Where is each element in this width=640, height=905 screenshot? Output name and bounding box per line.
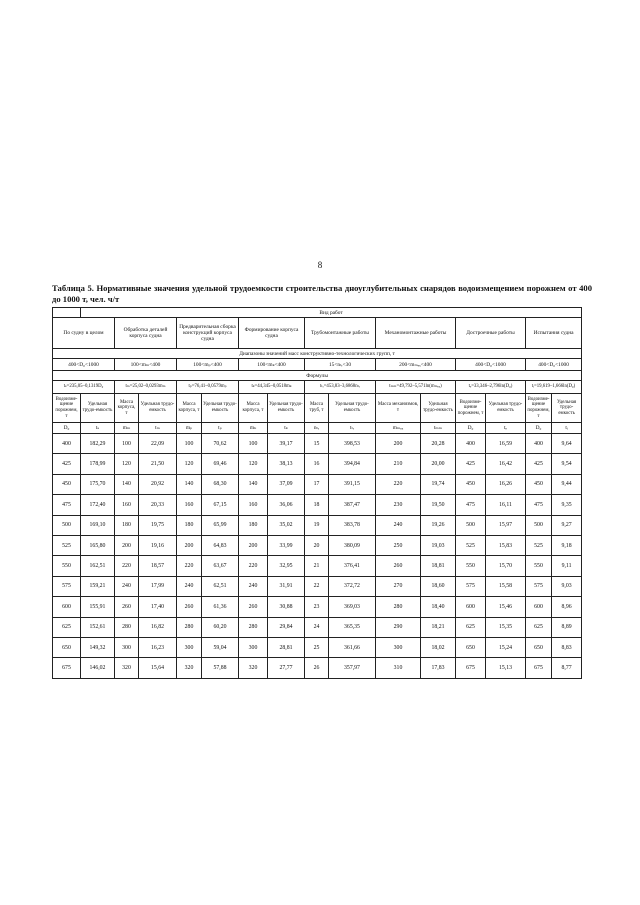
table-cell: 500 xyxy=(53,515,81,535)
table-cell: 200 xyxy=(239,535,268,555)
symbol-cell: tₖ xyxy=(268,423,305,434)
table-cell: 575 xyxy=(526,576,552,596)
symbol-cell: tₚ xyxy=(202,423,239,434)
table-cell: 260 xyxy=(177,597,202,617)
table-cell: 180 xyxy=(239,515,268,535)
table-cell: 21 xyxy=(305,556,329,576)
range-cell: 400<D₀<1000 xyxy=(456,359,526,371)
table-cell: 550 xyxy=(53,556,81,576)
symbol-cell: D₀ xyxy=(526,423,552,434)
table-cell: 180 xyxy=(115,515,139,535)
table-cell: 475 xyxy=(53,495,81,515)
table-cell: 17 xyxy=(305,474,329,494)
symbol-cell: tᵢ xyxy=(552,423,582,434)
column-header: Удельная трудо-емкость xyxy=(139,394,177,423)
table-cell: 18,60 xyxy=(421,576,456,596)
table-cell: 8,77 xyxy=(552,658,582,678)
table-cell: 18,21 xyxy=(421,617,456,637)
table-cell: 9,64 xyxy=(552,434,582,454)
table-cell: 300 xyxy=(376,637,421,657)
table-cell: 625 xyxy=(53,617,81,637)
table-row xyxy=(53,576,582,596)
table-cell: 32,95 xyxy=(268,556,305,576)
table-cell: 675 xyxy=(526,658,552,678)
table-cell: 525 xyxy=(526,535,552,555)
table-cell: 16,11 xyxy=(486,495,526,515)
table-caption: Таблица 5. Нормативные значения удельной трудоемкости строительства дноуглубительных снарядов водоизмещением порожнем от 400 до 1000 т, чел. ч/т xyxy=(52,283,592,304)
table-cell: 30,88 xyxy=(268,597,305,617)
table-cell: 15,46 xyxy=(486,597,526,617)
work-header: Достроечные работы xyxy=(456,318,526,349)
table-cell: 63,67 xyxy=(202,556,239,576)
table-cell: 290 xyxy=(376,617,421,637)
table-cell: 369,03 xyxy=(329,597,376,617)
range-cell: 15<nₜᵣ<30 xyxy=(305,359,376,371)
table-cell: 15,35 xyxy=(486,617,526,637)
table-cell: 20,00 xyxy=(421,454,456,474)
table-cell: 22 xyxy=(305,576,329,596)
table-cell: 18 xyxy=(305,495,329,515)
table-cell: 15,64 xyxy=(139,658,177,678)
symbol-cell: mₚ xyxy=(177,423,202,434)
column-header: Удельная трудо-емкость xyxy=(552,394,582,423)
symbol-cell: D₀ xyxy=(456,423,486,434)
table-cell: 220 xyxy=(115,556,139,576)
table-cell: 310 xyxy=(376,658,421,678)
table-cell: 24 xyxy=(305,617,329,637)
table-cell: 675 xyxy=(53,658,81,678)
table-cell: 16 xyxy=(305,454,329,474)
range-cell: 100<mₘ<400 xyxy=(115,359,177,371)
table-cell: 18,57 xyxy=(139,556,177,576)
table-cell: 162,51 xyxy=(81,556,115,576)
table-cell: 19,74 xyxy=(421,474,456,494)
column-header: Водоизме-щение порожнем, т xyxy=(53,394,81,423)
table-cell: 15,97 xyxy=(486,515,526,535)
table-cell: 500 xyxy=(456,515,486,535)
table-cell: 61,36 xyxy=(202,597,239,617)
table-cell: 200 xyxy=(177,535,202,555)
work-header: Предварительная сборка конструкций корпуса судна xyxy=(177,318,239,349)
table-cell: 59,04 xyxy=(202,637,239,657)
table-cell: 387,47 xyxy=(329,495,376,515)
table-cell: 16,59 xyxy=(486,434,526,454)
table-cell: 18,81 xyxy=(421,556,456,576)
column-header: Масса корпуса, т xyxy=(115,394,139,423)
table-cell: 100 xyxy=(239,434,268,454)
table-cell: 160 xyxy=(115,495,139,515)
table-cell: 260 xyxy=(115,597,139,617)
formula-cell: tₚ=76,41–0,0579mₚ xyxy=(177,381,239,394)
table-cell: 64,83 xyxy=(202,535,239,555)
table-cell: 260 xyxy=(376,556,421,576)
table-cell: 320 xyxy=(115,658,139,678)
table-cell: 27,77 xyxy=(268,658,305,678)
table-cell: 175,70 xyxy=(81,474,115,494)
table-cell: 575 xyxy=(456,576,486,596)
table-cell: 31,91 xyxy=(268,576,305,596)
table-row xyxy=(53,556,582,576)
work-header: Испытания судна xyxy=(526,318,582,349)
table-cell: 600 xyxy=(456,597,486,617)
work-header: Формирование корпуса судна xyxy=(239,318,305,349)
table-cell: 9,03 xyxy=(552,576,582,596)
table-cell: 9,11 xyxy=(552,556,582,576)
table-cell: 383,78 xyxy=(329,515,376,535)
table-cell: 250 xyxy=(376,535,421,555)
column-header: Удельная трудо-емкость xyxy=(81,394,115,423)
table-cell: 475 xyxy=(456,495,486,515)
table-cell: 25 xyxy=(305,637,329,657)
column-header: Водоизме-щение порожнем, т xyxy=(526,394,552,423)
table-cell: 19 xyxy=(305,515,329,535)
table-cell: 450 xyxy=(53,474,81,494)
symbol-cell: tₘ xyxy=(139,423,177,434)
table-cell: 165,80 xyxy=(81,535,115,555)
table-cell: 62,51 xyxy=(202,576,239,596)
symbol-cell: D₀ xyxy=(53,423,81,434)
table-cell: 240 xyxy=(177,576,202,596)
symbol-cell: mₘ xyxy=(115,423,139,434)
table-cell: 425 xyxy=(456,454,486,474)
formula-cell: tₛ=235,05–0,1319D₀ xyxy=(53,381,115,394)
table-cell: 16,42 xyxy=(486,454,526,474)
formula-cell: tₑ=33,346–2,796ln(D₀) xyxy=(456,381,526,394)
table-cell: 391,15 xyxy=(329,474,376,494)
symbol-cell: tₜᵣ xyxy=(329,423,376,434)
table-cell: 172,40 xyxy=(81,495,115,515)
table-cell: 9,35 xyxy=(552,495,582,515)
table-row xyxy=(53,658,582,678)
range-cell: 400<D₀<1000 xyxy=(53,359,115,371)
table-row xyxy=(53,637,582,657)
table-cell: 361,66 xyxy=(329,637,376,657)
column-header: Масса корпуса, т xyxy=(177,394,202,423)
table-cell: 376,41 xyxy=(329,556,376,576)
table-cell: 16,26 xyxy=(486,474,526,494)
formulas-title: Формулы xyxy=(53,371,582,381)
table-cell: 500 xyxy=(526,515,552,535)
table-cell: 67,15 xyxy=(202,495,239,515)
table-cell: 280 xyxy=(177,617,202,637)
table-cell: 15,83 xyxy=(486,535,526,555)
table-cell: 220 xyxy=(239,556,268,576)
table-cell: 280 xyxy=(376,597,421,617)
range-cell: 100<mₖ<400 xyxy=(239,359,305,371)
table-cell: 9,44 xyxy=(552,474,582,494)
table-cell: 280 xyxy=(239,617,268,637)
table-cell: 380,09 xyxy=(329,535,376,555)
table-cell: 625 xyxy=(526,617,552,637)
table-cell: 160 xyxy=(177,495,202,515)
table-cell: 19,16 xyxy=(139,535,177,555)
table-cell: 525 xyxy=(53,535,81,555)
table-cell: 35,02 xyxy=(268,515,305,535)
table-cell: 15,24 xyxy=(486,637,526,657)
table-cell: 220 xyxy=(376,474,421,494)
table-cell: 120 xyxy=(239,454,268,474)
table-cell: 22,09 xyxy=(139,434,177,454)
table-cell: 240 xyxy=(239,576,268,596)
table-cell: 159,21 xyxy=(81,576,115,596)
column-header: Удельная трудо-емкость xyxy=(329,394,376,423)
table-cell: 100 xyxy=(177,434,202,454)
table-cell: 146,02 xyxy=(81,658,115,678)
table-cell: 525 xyxy=(456,535,486,555)
table-cell: 16,82 xyxy=(139,617,177,637)
table-cell: 300 xyxy=(239,637,268,657)
table-cell: 600 xyxy=(53,597,81,617)
table-cell: 400 xyxy=(456,434,486,454)
table-cell: 57,88 xyxy=(202,658,239,678)
table-cell: 15,70 xyxy=(486,556,526,576)
table-cell: 15,58 xyxy=(486,576,526,596)
table-cell: 140 xyxy=(239,474,268,494)
table-cell: 169,10 xyxy=(81,515,115,535)
formula-cell: tᵢ=19,619–1,666ln(D₀) xyxy=(526,381,582,394)
table-cell: 20,33 xyxy=(139,495,177,515)
table-cell: 8,83 xyxy=(552,637,582,657)
table-row xyxy=(53,434,582,454)
table-cell: 8,96 xyxy=(552,597,582,617)
table-row xyxy=(53,535,582,555)
table-cell: 20,28 xyxy=(421,434,456,454)
table-cell: 20,92 xyxy=(139,474,177,494)
table-cell: 280 xyxy=(115,617,139,637)
table-row xyxy=(53,617,582,637)
table-cell: 365,35 xyxy=(329,617,376,637)
table-cell: 16,23 xyxy=(139,637,177,657)
table-cell: 650 xyxy=(456,637,486,657)
table-cell: 600 xyxy=(526,597,552,617)
column-header: Масса механизмов, т xyxy=(376,394,421,423)
header-vid-rabot: Вид работ xyxy=(81,308,582,318)
table-cell: 650 xyxy=(526,637,552,657)
table-cell: 19,50 xyxy=(421,495,456,515)
symbol-cell: tₑ xyxy=(486,423,526,434)
table-cell: 23 xyxy=(305,597,329,617)
table-cell: 320 xyxy=(239,658,268,678)
table-cell: 152,61 xyxy=(81,617,115,637)
labor-intensity-table xyxy=(52,307,582,679)
table-cell: 178,99 xyxy=(81,454,115,474)
table-cell: 475 xyxy=(526,495,552,515)
range-cell: 400<D₀<1000 xyxy=(526,359,582,371)
table-cell: 270 xyxy=(376,576,421,596)
table-cell: 182,29 xyxy=(81,434,115,454)
table-cell: 450 xyxy=(456,474,486,494)
work-header: Трубомонтажные работы xyxy=(305,318,376,349)
symbol-cell: mₘₑₓ xyxy=(376,423,421,434)
table-row xyxy=(53,454,582,474)
table-cell: 140 xyxy=(115,474,139,494)
symbol-cell: nₜᵣ xyxy=(305,423,329,434)
table-cell: 650 xyxy=(53,637,81,657)
table-cell: 120 xyxy=(115,454,139,474)
table-cell: 550 xyxy=(456,556,486,576)
table-cell: 19,03 xyxy=(421,535,456,555)
work-header: По судну в целом xyxy=(53,318,115,349)
range-cell: 100<mₚ<400 xyxy=(177,359,239,371)
table-cell: 230 xyxy=(376,495,421,515)
formula-cell: tₜᵣ=453,83–3,6868nₜᵣ xyxy=(305,381,376,394)
formula-cell: tₖ=44,345–0,0518mₖ xyxy=(239,381,305,394)
table-cell: 69,46 xyxy=(202,454,239,474)
table-cell: 200 xyxy=(376,434,421,454)
table-cell: 140 xyxy=(177,474,202,494)
table-cell: 8,89 xyxy=(552,617,582,637)
column-header: Удельная трудо-емкость xyxy=(268,394,305,423)
column-header: Удельная трудо-емкость xyxy=(202,394,239,423)
column-header: Масса труб, т xyxy=(305,394,329,423)
table-cell: 220 xyxy=(177,556,202,576)
table-cell: 37,09 xyxy=(268,474,305,494)
table-cell: 372,72 xyxy=(329,576,376,596)
work-header: Обработка деталей корпуса судна xyxy=(115,318,177,349)
table-cell: 15,13 xyxy=(486,658,526,678)
table-row xyxy=(53,495,582,515)
table-cell: 240 xyxy=(376,515,421,535)
table-cell: 550 xyxy=(526,556,552,576)
table-cell: 28,81 xyxy=(268,637,305,657)
table-cell: 155,91 xyxy=(81,597,115,617)
table-cell: 300 xyxy=(177,637,202,657)
table-cell: 357,97 xyxy=(329,658,376,678)
table-cell: 70,62 xyxy=(202,434,239,454)
table-cell: 240 xyxy=(115,576,139,596)
range-cell: 200<mₘₑₓ<400 xyxy=(376,359,456,371)
table-cell: 575 xyxy=(53,576,81,596)
ranges-title: Диапазоны значений масс конструктивно-технологических групп, т xyxy=(53,349,582,359)
table-cell: 210 xyxy=(376,454,421,474)
work-header: Механомонтажные работы xyxy=(376,318,456,349)
table-cell: 675 xyxy=(456,658,486,678)
table-cell: 160 xyxy=(239,495,268,515)
table-cell: 625 xyxy=(456,617,486,637)
table-cell: 33,99 xyxy=(268,535,305,555)
table-cell: 18,40 xyxy=(421,597,456,617)
table-cell: 9,54 xyxy=(552,454,582,474)
column-header: Удельная трудо-емкость xyxy=(421,394,456,423)
table-cell: 65,99 xyxy=(202,515,239,535)
table-cell: 425 xyxy=(526,454,552,474)
table-cell: 120 xyxy=(177,454,202,474)
table-row xyxy=(53,474,582,494)
table-cell: 425 xyxy=(53,454,81,474)
table-cell: 9,27 xyxy=(552,515,582,535)
table-cell: 450 xyxy=(526,474,552,494)
column-header: Масса корпуса, т xyxy=(239,394,268,423)
table-cell: 68,30 xyxy=(202,474,239,494)
table-cell: 18,02 xyxy=(421,637,456,657)
table-cell: 39,17 xyxy=(268,434,305,454)
table-cell: 320 xyxy=(177,658,202,678)
table-cell: 180 xyxy=(177,515,202,535)
table-cell: 19,75 xyxy=(139,515,177,535)
table-row xyxy=(53,597,582,617)
table-cell: 21,50 xyxy=(139,454,177,474)
blank-corner xyxy=(53,308,81,318)
table-row xyxy=(53,515,582,535)
table-cell: 394,84 xyxy=(329,454,376,474)
table-cell: 200 xyxy=(115,535,139,555)
table-cell: 20 xyxy=(305,535,329,555)
table-cell: 36,06 xyxy=(268,495,305,515)
table-cell: 400 xyxy=(53,434,81,454)
formula-cell: tₘₘ=49,792–5,571ln(mₘₑₓ) xyxy=(376,381,456,394)
table-cell: 60,20 xyxy=(202,617,239,637)
symbol-cell: tₘₘ xyxy=(421,423,456,434)
table-cell: 9,18 xyxy=(552,535,582,555)
page-number: 8 xyxy=(317,260,323,270)
table-cell: 19,26 xyxy=(421,515,456,535)
table-cell: 149,32 xyxy=(81,637,115,657)
table-cell: 17,99 xyxy=(139,576,177,596)
column-header: Удельная трудо-емкость xyxy=(486,394,526,423)
table-cell: 400 xyxy=(526,434,552,454)
table-cell: 29,84 xyxy=(268,617,305,637)
symbol-cell: tₛ xyxy=(81,423,115,434)
table-cell: 398,53 xyxy=(329,434,376,454)
table-cell: 17,83 xyxy=(421,658,456,678)
table-cell: 300 xyxy=(115,637,139,657)
table-cell: 15 xyxy=(305,434,329,454)
column-header: Водоизме-щение порожнем, т xyxy=(456,394,486,423)
table-cell: 100 xyxy=(115,434,139,454)
table-cell: 260 xyxy=(239,597,268,617)
table-cell: 38,13 xyxy=(268,454,305,474)
formula-cell: tₘ=25,02–0,0293mₘ xyxy=(115,381,177,394)
table-cell: 17,40 xyxy=(139,597,177,617)
symbol-cell: mₖ xyxy=(239,423,268,434)
table-cell: 26 xyxy=(305,658,329,678)
